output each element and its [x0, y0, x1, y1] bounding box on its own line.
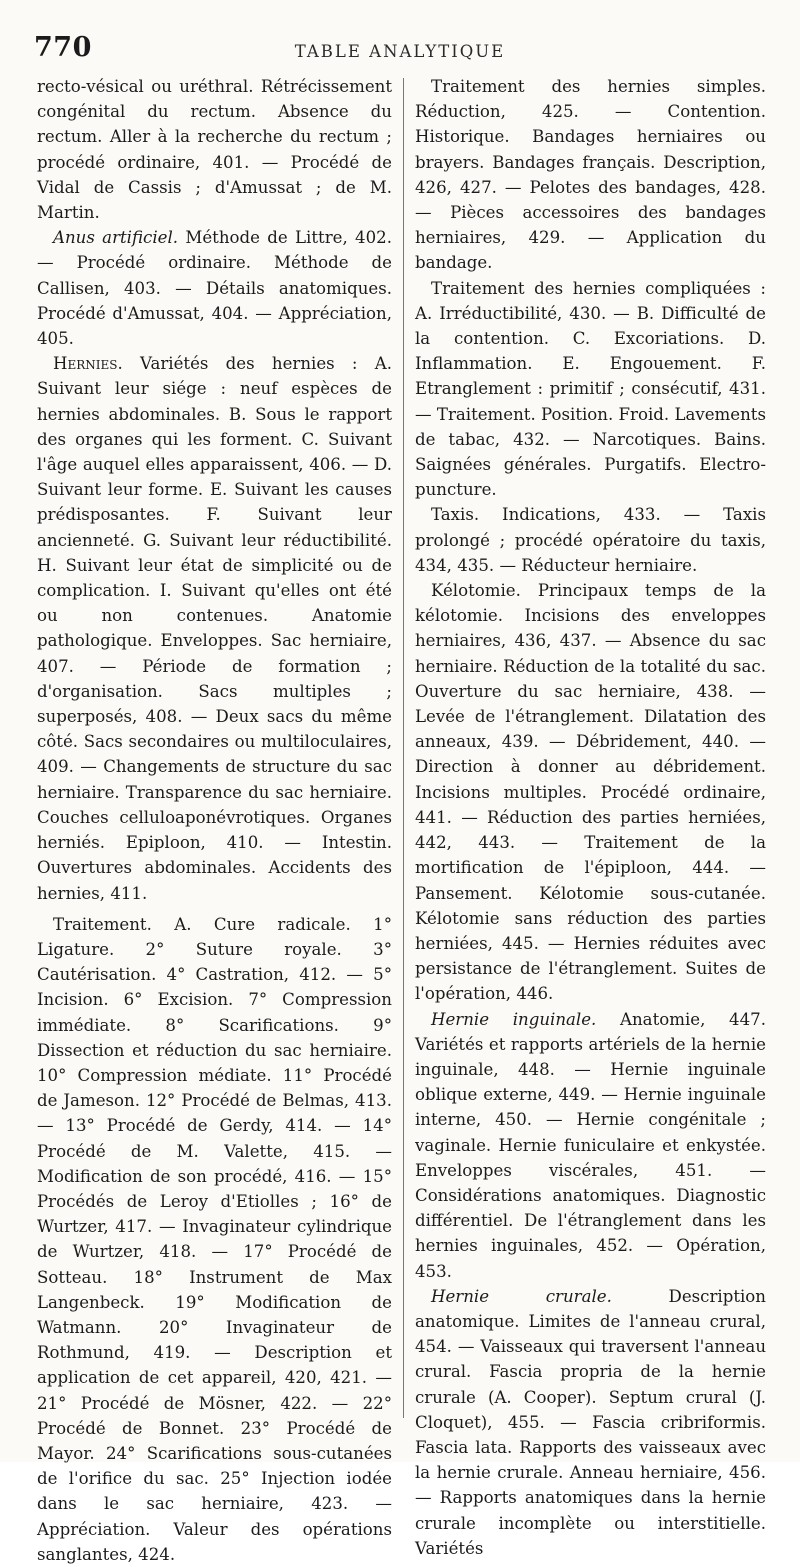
paragraph-text: Anatomie, 447. Variétés et rapports artériels de la hernie inguinale, 448. — Hernie inguinale oblique externe, 449. — Hernie inguinale interne, 450. — Hernie congénitale ; vaginale. Hernie funiculaire et enkystée. Enveloppes viscérales, 451. — Considérations anatomiques. Diagnostic différentiel. De l'étranglement dans les hernies inguinales, 452. — Opération, 453.	[415, 1009, 767, 1281]
entry-heading: Hernie crurale.	[431, 1286, 612, 1306]
column-divider	[403, 78, 404, 1418]
right-column	[415, 74, 766, 1561]
paragraph-text: Traitement des hernies simples. Réduction, 425. — Contention. Historique. Bandages herniaires ou brayers. Bandages français. Description, 426, 427. — Pelotes des bandages, 428. — Pièces accessoires des bandages herniaires, 429. — Application du bandage.	[415, 77, 766, 273]
paragraph-rectum	[37, 74, 392, 225]
left-column	[37, 74, 392, 1567]
paragraph-text: Traitement des hernies compliquées : A. Irréductibilité, 430. — B. Difficulté de la contention. C. Excoriations. D. Inflammation. E. Engouement. F. Etranglement : primitif ; consécutif, 431. — Traitement. Position. Froid. Lavements de tabac, 432. — Narcotiques. Bains. Saignées générales. Purgatifs. Electro-puncture.	[415, 278, 766, 500]
paragraph-text: Taxis. Indications, 433. — Taxis prolongé ; procédé opératoire du taxis, 434, 435. — Réducteur herniaire.	[415, 505, 766, 575]
paragraph-text: Méthode de Littre, 402. — Procédé ordinaire. Méthode de Callisen, 403. — Détails anatomiques. Procédé d'Amussat, 404. — Appréciation, 405.	[37, 228, 392, 349]
paragraph-hernie-crurale	[415, 1284, 766, 1561]
entry-heading: Hernie inguinale.	[431, 1009, 597, 1029]
paragraph-hernies-simples	[415, 74, 766, 276]
paragraph-hernie-inguinale	[415, 1007, 766, 1284]
paragraph-text: Variétés des hernies : A. Suivant leur siége : neuf espèces de hernies abdominales. B. Sous le rapport des organes qui les forment. C. Suivant l'âge auquel elles apparaissent, 406. — D. Suivant leur forme. E. Suivant les causes prédisposantes. F. Suivant leur ancienneté. G. Suivant leur réductibilité. H. Suivant leur état de simplicité ou de complication. I. Suivant qu'elles ont été ou non contenues. Anatomie pathologique. Enveloppes. Sac herniaire, 407. — Période de formation ; d'organisation. Sacs multiples ; superposés, 408. — Deux sacs du même côté. Sacs secondaires ou multiloculaires, 409. — Changements de structure du sac herniaire. Transparence du sac herniaire. Couches celluloaponévrotiques. Organes herniés. Epiploon, 410. — Intestin. Ouvertures abdominales. Accidents des hernies, 411.	[37, 354, 392, 903]
paragraph-kelotomie	[415, 578, 766, 1006]
page-number: 770	[34, 32, 92, 63]
running-title: TABLE ANALYTIQUE	[294, 42, 506, 61]
paragraph-taxis	[415, 502, 766, 578]
entry-heading: Anus artificiel.	[53, 228, 179, 248]
paragraph-anus-artificiel	[37, 225, 392, 351]
paragraph-hernies-compliquees	[415, 276, 766, 503]
paragraph-hernies	[37, 351, 392, 905]
paragraph-text: Traitement. A. Cure radicale. 1° Ligature. 2° Suture royale. 3° Cautérisation. 4° Castration, 412. — 5° Incision. 6° Excision. 7° Compression immédiate. 8° Scarifications. 9° Dissection et réduction du sac herniaire. 10° Compression médiate. 11° Procédé de Jameson. 12° Procédé de Belmas, 413. — 13° Procédé de Gerdy, 414. — 14° Procédé de M. Valette, 415. — Modification de son procédé, 416. — 15° Procédés de Leroy d'Etiolles ; 16° de Wurtzer, 417. — Invaginateur cylindrique de Wurtzer, 418. — 17° Procédé de Sotteau. 18° Instrument de Max Langenbeck. 19° Modification de Watmann. 20° Invaginateur de Rothmund, 419. — Description et application de cet appareil, 420, 421. — 21° Procédé de Mösner, 422. — 22° Procédé de Bonnet. 23° Procédé de Mayor. 24° Scarifications sous-cutanées de l'orifice du sac. 25° Injection iodée dans le sac herniaire, 423. — Appréciation. Valeur des opérations sanglantes, 424.	[37, 914, 392, 1564]
paragraph-text: Description anatomique. Limites de l'anneau crural, 454. — Vaisseaux qui traversent l'anneau crural. Fascia propria de la hernie crurale (A. Cooper). Septum crural (J. Cloquet), 455. — Fascia cribriformis. Fascia lata. Rapports des vaisseaux avec la hernie crurale. Anneau herniaire, 456. — Rapports anatomiques dans la hernie crurale incomplète ou interstitielle. Variétés	[415, 1286, 766, 1558]
paragraph-text: recto-vésical ou uréthral. Rétrécissement congénital du rectum. Absence du rectum. Aller à la recherche du rectum ; procédé ordinaire, 401. — Procédé de Vidal de Cassis ; d'Amussat ; de M. Martin.	[37, 77, 392, 223]
paragraph-text: Kélotomie. Principaux temps de la kélotomie. Incisions des enveloppes herniaires, 436, 437. — Absence du sac herniaire. Réduction de la totalité du sac. Ouverture du sac herniaire, 438. — Levée de l'étranglement. Dilatation des anneaux, 439. — Débridement, 440. — Direction à donner au débridement. Incisions multiples. Procédé ordinaire, 441. — Réduction des parties herniées, 442, 443. — Traitement de la mortification de l'épiploon, 444. — Pansement. Kélotomie sous-cutanée. Kélotomie sans réduction des parties herniées, 445. — Hernies réduites avec persistance de l'étranglement. Suites de l'opération, 446.	[415, 581, 766, 1004]
page-header	[34, 32, 766, 68]
entry-heading: Hernies.	[53, 354, 123, 374]
paragraph-traitement-cure-radicale	[37, 912, 392, 1567]
